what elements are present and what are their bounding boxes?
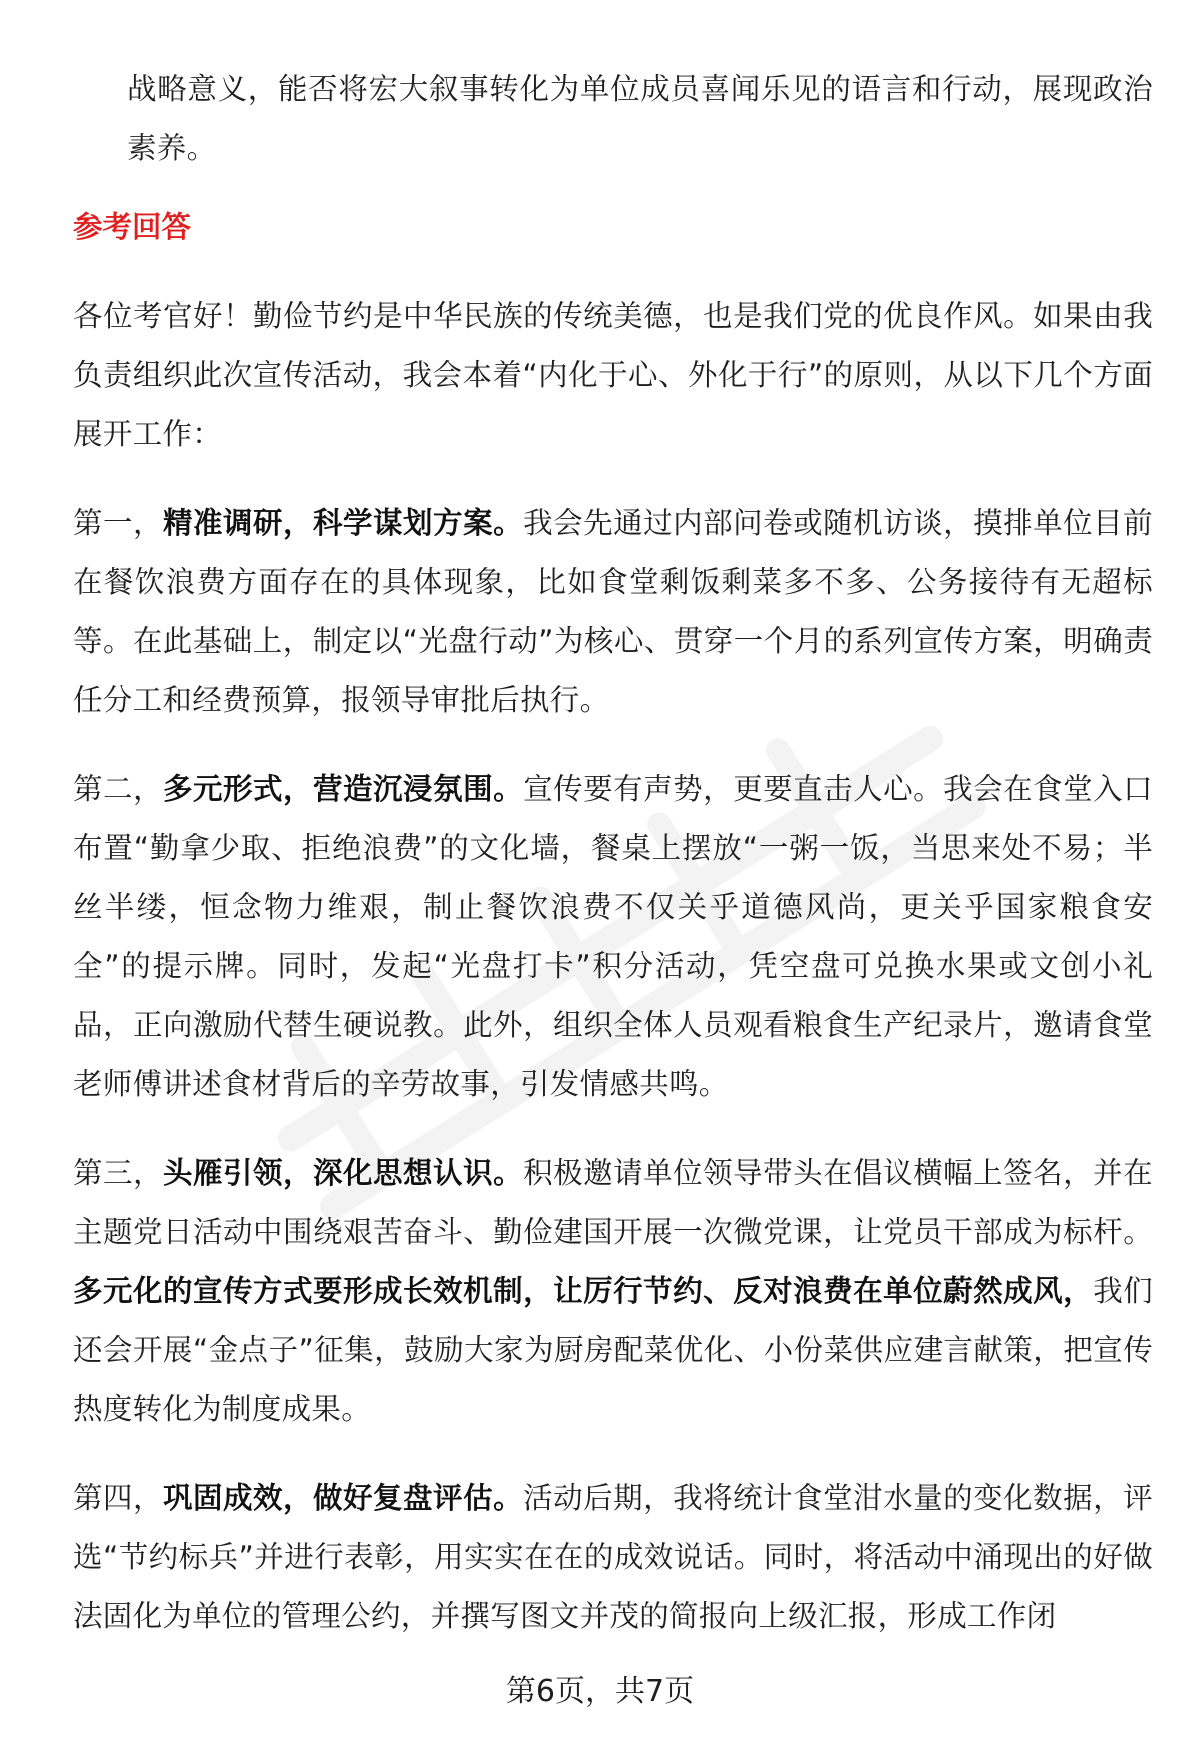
- point-2-title: 多元形式，营造沉浸氛围。: [163, 772, 524, 806]
- point-2-paragraph: [73, 760, 1153, 1114]
- intro-paragraph: 各位考官好！勤俭节约是中华民族的传统美德，也是我们党的优良作风。如果由我负责组织此次宣传活动，我会本着“内化于心、外化于行”的原则，从以下几个方面展开工作：: [73, 299, 1153, 451]
- answer-heading: 参考回答: [73, 210, 192, 244]
- point-4-prefix: 第四，: [73, 1481, 164, 1515]
- point-3-prefix: 第三，: [73, 1156, 164, 1190]
- point-3-body: 积极邀请单位领导带头在倡议横幅上签名，并在主题党日活动中围绕艰苦奋斗、勤俭建国开展一次微党课，让党员干部成为标杆。: [73, 1156, 1153, 1249]
- point-4-paragraph: [73, 1469, 1153, 1646]
- point-3-paragraph: [73, 1144, 1153, 1439]
- point-1-prefix: 第一，: [73, 506, 164, 540]
- point-1-title: 精准调研，科学谋划方案。: [163, 506, 524, 540]
- point-3-title: 头雁引领，深化思想认识。: [163, 1156, 524, 1190]
- page-number-footer: 第6页，共7页: [505, 1674, 695, 1709]
- point-1-body: 我会先通过内部问卷或随机访谈，摸排单位目前在餐饮浪费方面存在的具体现象，比如食堂剩饭剩菜多不多、公务接待有无超标等。在此基础上，制定以“光盘行动”为核心、贯穿一个月的系列宣传方案，明确责任分工和经费预算，报领导审批后执行。: [73, 506, 1153, 717]
- document-page: [73, 60, 1153, 1646]
- point-1-paragraph: [73, 494, 1153, 730]
- point-4-body: 活动后期，我将统计食堂泔水量的变化数据，评选“节约标兵”并进行表彰，用实实在在的成效说话。同时，将活动中涌现出的好做法固化为单位的管理公约，并撰写图文并茂的简报向上级汇报，形成工作闭: [73, 1481, 1153, 1633]
- continuation-paragraph: 战略意义，能否将宏大叙事转化为单位成员喜闻乐见的语言和行动，展现政治素养。: [127, 72, 1153, 165]
- point-2-body: 宣传要有声势，更要直击人心。我会在食堂入口布置“勤拿少取、拒绝浪费”的文化墙，餐桌上摆放“一粥一饭，当思来处不易；半丝半缕，恒念物力维艰，制止餐饮浪费不仅关乎道德风尚，更关乎国家粮食安全”的提示牌。同时，发起“光盘打卡”积分活动，凭空盘可兑换水果或文创小礼品，正向激励代替生硬说教。此外，组织全体人员观看粮食生产纪录片，邀请食堂老师傅讲述食材背后的辛劳故事，引发情感共鸣。: [73, 772, 1153, 1101]
- point-3-bold-sentence: 多元化的宣传方式要形成长效机制，让厉行节约、反对浪费在单位蔚然成风，: [73, 1274, 1094, 1308]
- point-4-title: 巩固成效，做好复盘评估。: [163, 1481, 524, 1515]
- point-2-prefix: 第二，: [73, 772, 164, 806]
- point-3-body-2: 我们还会开展“金点子”征集，鼓励大家为厨房配菜优化、小份菜供应建言献策，把宣传热度转化为制度成果。: [73, 1274, 1153, 1426]
